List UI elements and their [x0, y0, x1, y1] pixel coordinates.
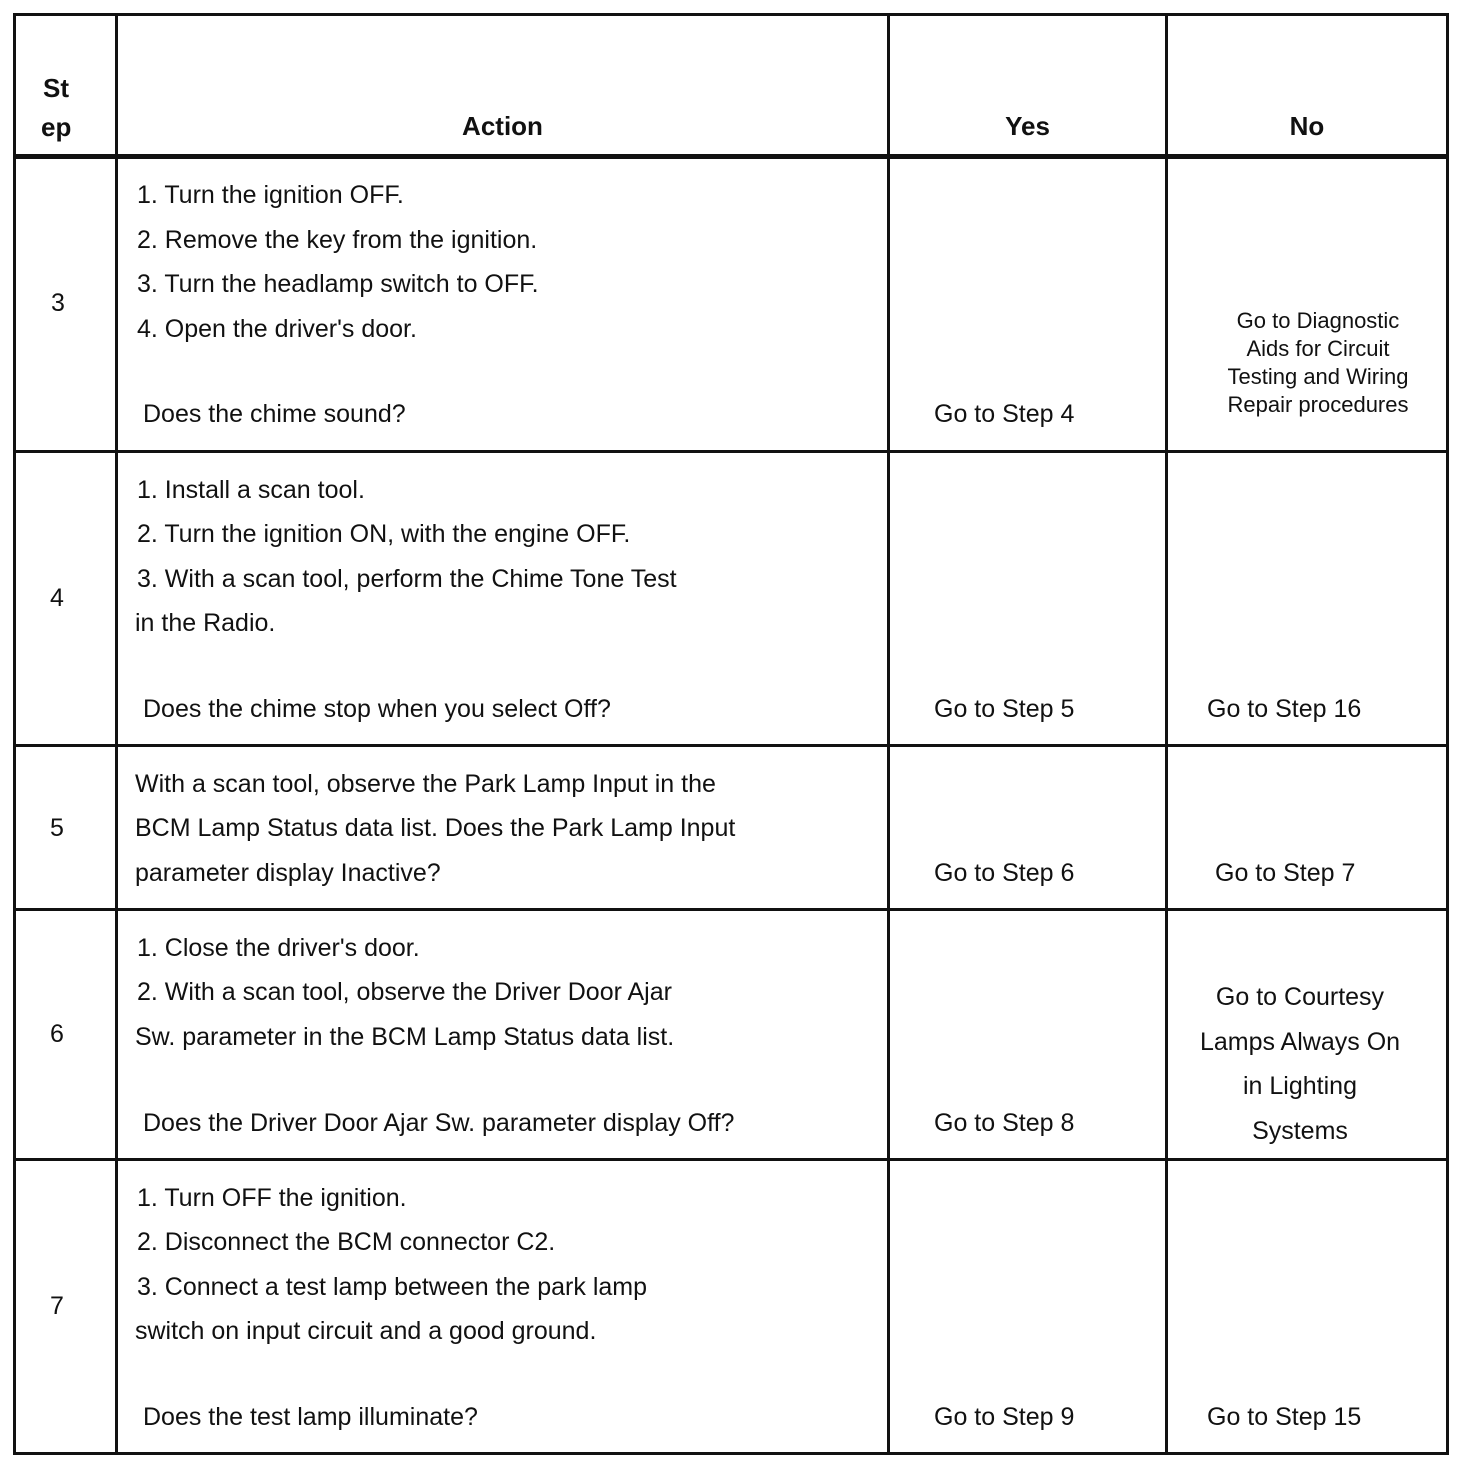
action-item: 2. Remove the key from the ignition. — [137, 226, 538, 254]
action-question: Does the chime stop when you select Off? — [143, 695, 611, 723]
header-yes: Yes — [1005, 111, 1050, 141]
action-item: 3. Connect a test lamp between the park lamp — [137, 1273, 648, 1301]
yes-result: Go to Step 8 — [934, 1109, 1075, 1137]
step-number: 7 — [50, 1292, 64, 1320]
no-result-line: Lamps Always On — [1199, 1027, 1401, 1056]
action-question: Does the test lamp illuminate? — [143, 1403, 478, 1431]
no-result: Go to Step 16 — [1207, 695, 1362, 723]
no-result-line: Repair procedures — [1227, 392, 1409, 417]
header-step-line2: ep — [41, 112, 72, 142]
header-divider — [13, 154, 1449, 159]
no-result-line: Go to Courtesy — [1215, 983, 1385, 1011]
row-divider — [13, 450, 1449, 453]
table-border-left — [13, 13, 16, 1455]
step-number: 5 — [50, 814, 64, 842]
col-divider-action — [887, 13, 890, 1455]
action-item: 4. Open the driver's door. — [137, 315, 417, 343]
row-divider — [13, 908, 1449, 911]
yes-result: Go to Step 6 — [934, 859, 1075, 887]
action-item: 3. With a scan tool, perform the Chime Tone Test — [137, 565, 677, 593]
action-item: 1. Close the driver's door. — [137, 934, 420, 962]
action-item: 1. Turn the ignition OFF. — [137, 181, 404, 209]
yes-result: Go to Step 9 — [934, 1403, 1075, 1431]
action-item: 1. Turn OFF the ignition. — [137, 1184, 407, 1212]
action-item: BCM Lamp Status data list. Does the Park Lamp Input — [135, 814, 736, 842]
table-border-right — [1446, 13, 1449, 1455]
col-divider-yes — [1165, 13, 1168, 1455]
header-no: No — [1289, 111, 1325, 141]
no-result-line: Go to Diagnostic — [1236, 308, 1400, 333]
header-action: Action — [462, 111, 543, 141]
action-item: 2. With a scan tool, observe the Driver Door Ajar — [137, 978, 672, 1006]
action-item: 1. Install a scan tool. — [137, 476, 365, 504]
action-item: 2. Disconnect the BCM connector C2. — [137, 1228, 556, 1256]
action-question: Does the chime sound? — [143, 400, 406, 428]
action-item: Sw. parameter in the BCM Lamp Status data list. — [135, 1023, 675, 1051]
no-result-line: Testing and Wiring — [1227, 364, 1409, 389]
table-border-top — [13, 13, 1449, 16]
yes-result: Go to Step 4 — [934, 400, 1075, 428]
action-question: Does the Driver Door Ajar Sw. parameter display Off? — [143, 1109, 735, 1137]
step-number: 6 — [50, 1020, 64, 1048]
action-item: parameter display Inactive? — [135, 859, 441, 887]
no-result-line: in Lighting — [1243, 1072, 1357, 1100]
table-border-bottom — [13, 1452, 1449, 1455]
no-result-line: Systems — [1252, 1116, 1348, 1145]
diagnostic-table — [13, 13, 1449, 1455]
action-item: With a scan tool, observe the Park Lamp Input in the — [135, 770, 716, 798]
no-result-line: Aids for Circuit — [1246, 336, 1390, 361]
action-item: 2. Turn the ignition ON, with the engine OFF. — [137, 520, 631, 548]
yes-result: Go to Step 5 — [934, 695, 1075, 723]
step-number: 3 — [51, 289, 65, 317]
header-step-line1: St — [43, 73, 69, 103]
row-divider — [13, 744, 1449, 747]
col-divider-step — [115, 13, 118, 1455]
action-item: switch on input circuit and a good ground. — [135, 1317, 597, 1345]
no-result — [1168, 975, 1432, 1153]
action-item: 3. Turn the headlamp switch to OFF. — [137, 270, 539, 298]
step-number: 4 — [50, 584, 64, 612]
action-item: in the Radio. — [135, 609, 276, 637]
row-divider — [13, 1158, 1449, 1161]
no-result: Go to Step 15 — [1207, 1403, 1362, 1431]
no-result — [1168, 307, 1468, 419]
no-result: Go to Step 7 — [1215, 859, 1356, 887]
